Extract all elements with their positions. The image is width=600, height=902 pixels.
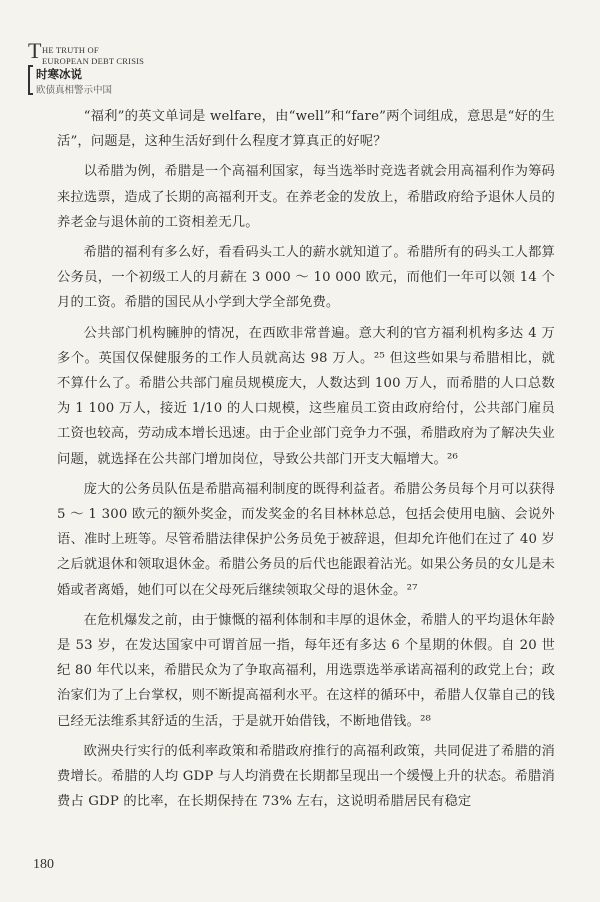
paragraph-6: 在危机爆发之前，由于慷慨的福利体制和丰厚的退休金，希腊人的平均退休年龄是 53 岁，在发达国家中可谓首屈一指，每年还有多达 6 个星期的休假。自 20 世纪 80 年代以来，希腊民众为了争取高福利，用选票选举承诺高福利的政党上台；政治家们为了上台掌权，则不断提高福利水平。在这样的循环中，希腊人仅靠自己的钱已经无法维系其舒适的生活，于是就开始借钱，不断地借钱。²⁸ [57, 612, 555, 729]
header-english-line-1: HE TRUTH OF [42, 45, 99, 55]
paragraph-5: 庞大的公务员队伍是希腊高福利制度的既得利益者。希腊公务员每个月可以获得 5 ～ 1 300 欧元的额外奖金，而发奖金的名目林林总总，包括会使用电脑、会说外语、准时上班等。尽管希腊法律保护公务员免于被辞退，但却允许他们在过了 40 岁之后就退休和领取退休金。希腊公务员的后代也能跟着沾光。如果公务员的女儿是未婚或者离婚，她们可以在父母死后继续领取父母的退休金。²⁷ [57, 481, 555, 598]
page-body [57, 104, 555, 819]
running-header [28, 40, 228, 98]
paragraph-2: 以希腊为例，希腊是一个高福利国家，每当选举时竞选者就会用高福利作为筹码来拉选票，造成了长期的高福利开支。在养老金的发放上，希腊政府给予退休人员的养老金与退休前的工资相差无几。 [57, 164, 555, 230]
header-bracket-decoration [28, 65, 33, 95]
header-book-title: 时寒冰说 [36, 67, 82, 81]
paragraph-1: “福利”的英文单词是 welfare，由“well”和“fare”两个词组成，意思是“好的生活”，问题是，这种生活好到什么程度才算真正的好呢？ [57, 109, 555, 150]
paragraph-3: 希腊的福利有多么好，看看码头工人的薪水就知道了。希腊所有的码头工人都算公务员，一个初级工人的月薪在 3 000 ～ 10 000 欧元，而他们一年可以领 14 个月的工资。希腊的国民从小学到大学全部免费。 [57, 245, 555, 311]
paragraph-7: 欧洲央行实行的低利率政策和希腊政府推行的高福利政策，共同促进了希腊的消费增长。希腊的人均 GDP 与人均消费在长期都呈现出一个缓慢上升的状态。希腊消费占 GDP 的比率，在长期保持在 73% 左右，这说明希腊居民有稳定 [57, 743, 555, 810]
header-drop-letter: T [28, 38, 42, 63]
paragraph-4: 公共部门机构臃肿的情况，在西欧非常普遍。意大利的官方福利机构多达 4 万多个。英国仅保健服务的工作人员就高达 98 万人。²⁵ 但这些如果与希腊相比，就不算什么了。希腊公共部门雇员规模庞大，人数达到 100 万人，而希腊的人口总数为 1 100 万人，接近 1/10 的人口规模，这些雇员工资由政府给付，公共部门雇员工资也较高，劳动成本增长迅速。由于企业部门竞争力不强，希腊政府为了解决失业问题，就选择在公共部门增加岗位，导致公共部门开支大幅增大。²⁶ [57, 325, 555, 467]
header-book-subtitle: 欧债真相警示中国 [36, 85, 113, 96]
header-english-line-2: EUROPEAN DEBT CRISIS [42, 56, 145, 66]
page-number: 180 [33, 857, 54, 872]
